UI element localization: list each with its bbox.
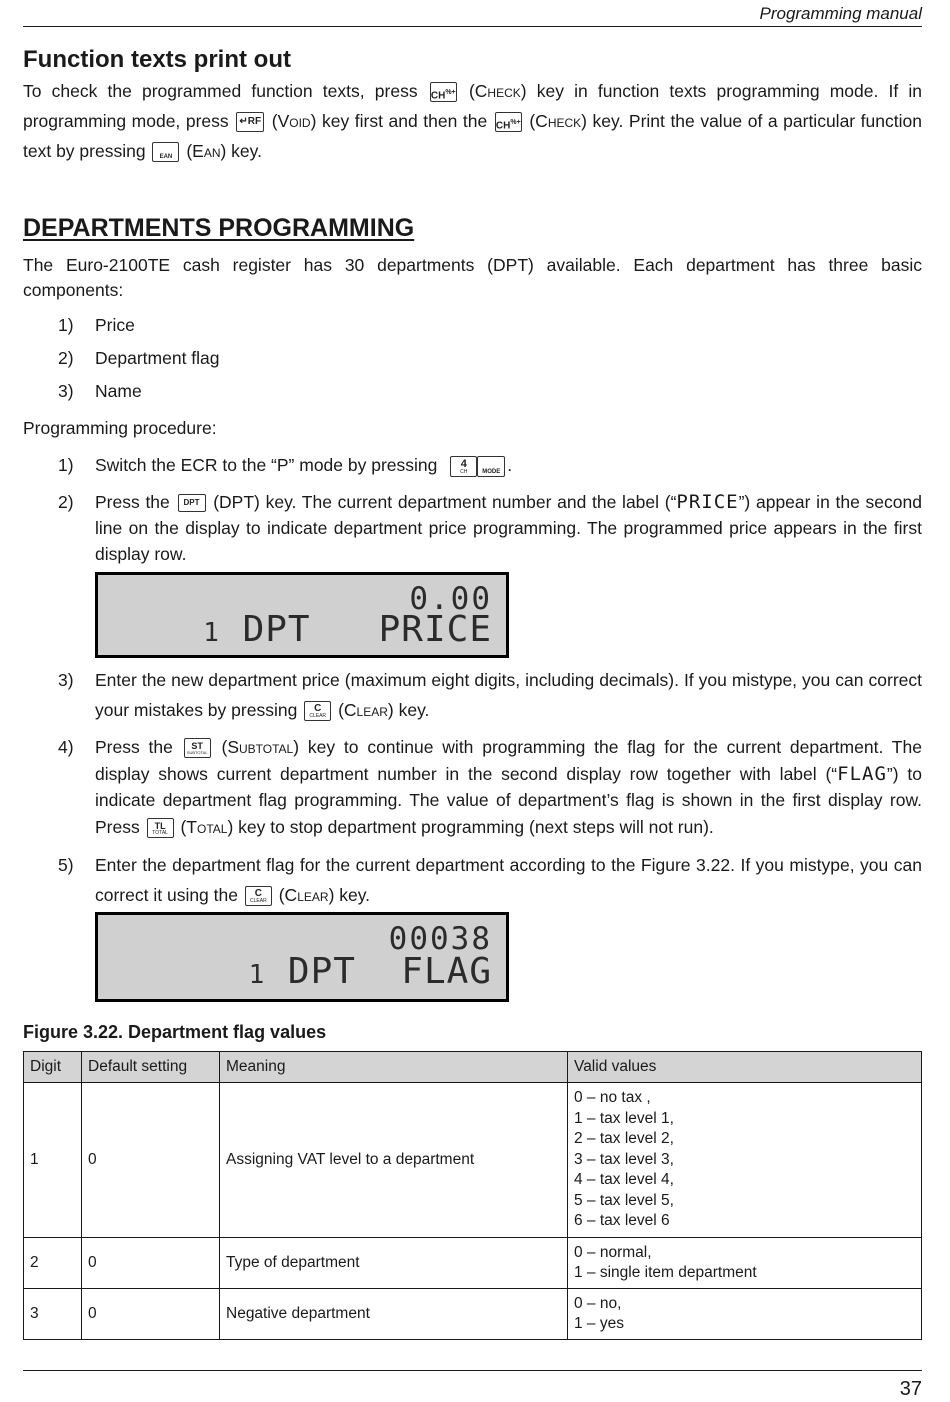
function-texts-paragraph: [23, 76, 922, 166]
step-3: [23, 665, 922, 725]
list-item: 2) Press the DPT (DPT) key. The current department number and the label (“PRICE”) appear in the second line on the display to indicate department price programming. The programmed price appears in the first display row.: [58, 491, 922, 564]
text-run: (C: [529, 111, 548, 131]
page-number: 37: [899, 1378, 922, 1400]
running-header: Programming manual: [759, 4, 922, 23]
departments-intro: The Euro-2100TE cash register has 30 departments (DPT) available. Each department has three basic components:: [23, 255, 922, 300]
text-run: heck: [487, 81, 521, 101]
text-run: an: [203, 141, 221, 161]
text-run: ) key.: [220, 141, 262, 161]
list-item: 2) Department flag: [58, 348, 220, 368]
text-run: oid: [289, 111, 311, 131]
clear-key-icon: C CLEAR: [304, 701, 331, 721]
column-header: Meaning: [220, 1052, 568, 1083]
table-row: [24, 1083, 922, 1238]
lcd-row-1: 0.00: [409, 581, 492, 617]
components-list: [23, 309, 922, 408]
procedure-label: Programming procedure:: [23, 418, 217, 438]
step-2: [23, 489, 922, 567]
dpt-key-icon: DPT: [178, 494, 206, 512]
text-run: ) key in function texts programming mode. If in programming mode, press: [23, 81, 923, 131]
list-item: 5) Enter the department flag for the current department according to the Figure 3.22. If you mistype, you can correct it using the C CLEAR (Clear) key.: [58, 855, 922, 905]
flag-values-table: [23, 1051, 922, 1340]
valid-values-cell: 0 – no, 1 – yes: [568, 1289, 922, 1340]
meaning-cell: Type of department: [220, 1238, 568, 1289]
text-run: (C: [468, 81, 488, 101]
list-item: 4) Press the ST SUBTOTAL (Subtotal) key to continue with programming the flag for the current department. The display shows current department number in the second display row together with label (“FLAG”) to indicate department flag programming. The value of department’s flag is shown in the first display row. Press TL TOTAL (Total) key to stop department programming (next steps will not run).: [58, 737, 922, 837]
valid-values-cell: 0 – no tax , 1 – tax level 1, 2 – tax level 2, 3 – tax level 3, 4 – tax level 4, 5 – tax level 5, 6 – tax level 6: [568, 1083, 922, 1238]
function-texts-section: [23, 46, 922, 166]
column-header: Valid values: [568, 1052, 922, 1083]
text-run: heck: [547, 111, 582, 131]
step-4: [23, 734, 922, 840]
departments-title: DEPARTMENTS PROGRAMMING: [23, 214, 415, 242]
clear-key-icon: C CLEAR: [245, 886, 272, 906]
text-run: (E: [186, 141, 204, 161]
list-item: 3) Name: [58, 381, 142, 401]
lcd-row-2: 1 DPT FLAG: [248, 951, 492, 992]
table-header-row: [24, 1052, 922, 1083]
default-cell: 0: [82, 1238, 220, 1289]
check-key-icon: CH%+: [430, 82, 457, 102]
text-run: ) key. Print the value of a particular function text by pressing: [23, 111, 922, 161]
table-row: [24, 1289, 922, 1340]
default-cell: 0: [82, 1083, 220, 1238]
step-1: [23, 452, 922, 478]
list-item: 1) Price: [58, 315, 135, 335]
figure-caption: Figure 3.22. Department flag values: [23, 1022, 327, 1042]
text-run: (V: [271, 111, 290, 131]
column-header: Default setting: [82, 1052, 220, 1083]
four-key-icon: 4 CH: [450, 456, 477, 477]
table-row: [24, 1238, 922, 1289]
valid-values-cell: 0 – normal, 1 – single item department: [568, 1238, 922, 1289]
lcd-label-flag: FLAG: [837, 762, 887, 785]
check-key-icon: CH%+: [495, 112, 522, 132]
list-item: 3) Enter the new department price (maximum eight digits, including decimals). If you mistype, you can correct your mistakes by pressing C CLEAR (Clear) key.: [58, 670, 922, 720]
mode-key-icon: MODE: [477, 456, 505, 477]
step-5: [23, 850, 922, 910]
column-header: Digit: [24, 1052, 82, 1083]
function-texts-title: Function texts print out: [23, 46, 291, 73]
lcd-label-price: PRICE: [676, 491, 739, 513]
departments-section: [23, 214, 922, 442]
text-run: To check the programmed function texts, press: [23, 81, 418, 101]
lcd-row-1: 00038: [388, 921, 492, 957]
total-key-icon: TL TOTAL: [147, 818, 174, 838]
list-item: 1) Switch the ECR to the “P” mode by pressing 4 CH MODE .: [58, 455, 513, 475]
lcd-row-2: 1 DPT PRICE: [203, 609, 492, 650]
text-run: ) key first and then the: [310, 111, 488, 131]
header-rule: [23, 26, 922, 27]
void-key-icon: ↵RF: [236, 112, 264, 132]
digit-cell: 3: [24, 1289, 82, 1340]
lcd-display-flag: [95, 912, 509, 1002]
flag-table-wrap: [23, 1051, 922, 1340]
ean-key-icon: EAN: [152, 142, 179, 162]
default-cell: 0: [82, 1289, 220, 1340]
lcd-display-price: [95, 572, 509, 658]
digit-cell: 1: [24, 1083, 82, 1238]
digit-cell: 2: [24, 1238, 82, 1289]
meaning-cell: Assigning VAT level to a department: [220, 1083, 568, 1238]
footer-rule: [23, 1370, 922, 1371]
subtotal-key-icon: ST SUBTOTAL: [184, 738, 211, 758]
meaning-cell: Negative department: [220, 1289, 568, 1340]
